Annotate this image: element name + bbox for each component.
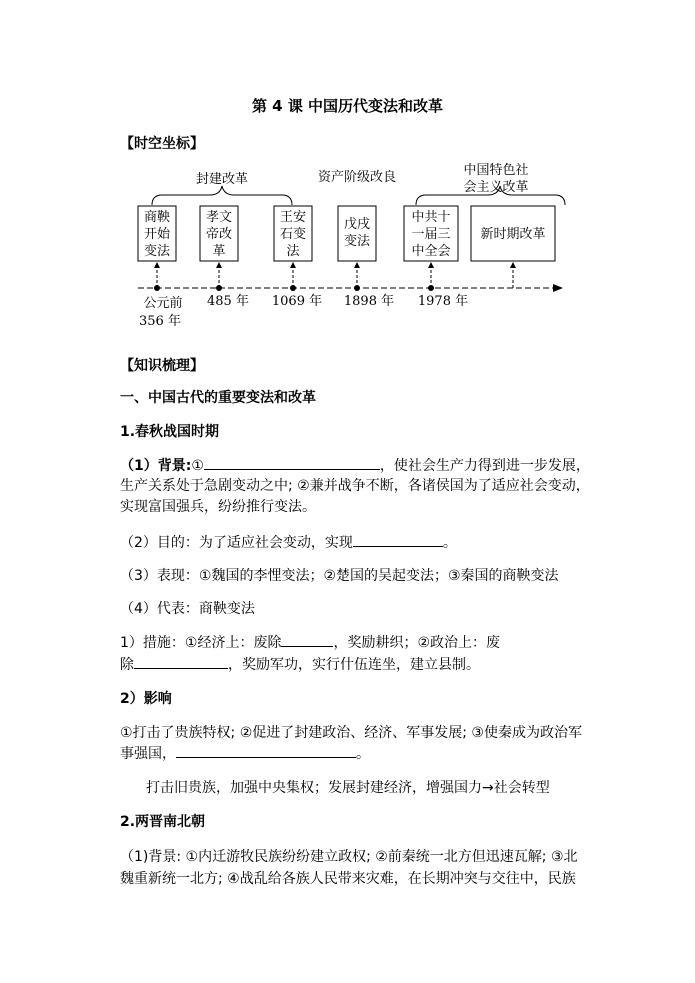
p5-text-a: 1）措施：①经济上：废除 bbox=[120, 635, 282, 651]
section-ancient-reforms: 一、中国古代的重要变法和改革 bbox=[120, 390, 316, 406]
box-shangyang-l1: 商鞅 bbox=[143, 210, 171, 225]
p7-text: 事强国， bbox=[120, 746, 176, 762]
p1-text: ，使社会生产力得到进一步发展， bbox=[379, 458, 590, 474]
knowledge-header: 【知识梳理】 bbox=[120, 358, 204, 374]
p1-line3: 实现富国强兵，纷纷推行变法。 bbox=[120, 499, 316, 515]
p5-text-d: ，奖励军功，实行什伍连坐，建立县制。 bbox=[228, 657, 480, 673]
p5-line1 bbox=[120, 631, 500, 655]
blank-purpose[interactable] bbox=[353, 531, 443, 547]
box-wanganshi-l3: 法 bbox=[286, 244, 300, 259]
p5-text-c: 除 bbox=[120, 657, 134, 673]
box-xiaowen-l3: 革 bbox=[212, 244, 226, 259]
p3-line: （3）表现：①魏国的李悝变法；②楚国的吴起变法；③秦国的商鞅变法 bbox=[120, 568, 559, 584]
p1-label: （1）背景: bbox=[120, 458, 192, 474]
p2-end: 。 bbox=[442, 535, 457, 551]
timeline-header: 【时空坐标】 bbox=[120, 136, 204, 152]
p9-line2: 魏重新统一北方; ④战乱给各族人民带来灾难，在长期冲突与交往中，民族 bbox=[120, 871, 576, 887]
p7-line1: ①打击了贵族特权; ②促进了封建政治、经济、军事发展; ③使秦成为政治军 bbox=[120, 725, 582, 741]
box-xiaowen-l1: 孝文 bbox=[205, 210, 233, 225]
blank-impact[interactable] bbox=[176, 742, 356, 758]
box-wuxu-l2: 变法 bbox=[343, 234, 371, 249]
blank-economic[interactable] bbox=[281, 631, 333, 647]
p1-line2: 生产关系处于急剧变动之中; ②兼并战争不断，各诸侯国为了适应社会变动， bbox=[120, 478, 590, 494]
year-485: 485 年 bbox=[207, 294, 249, 309]
box-plenum-l3: 中全会 bbox=[411, 244, 451, 259]
year-1069: 1069 年 bbox=[271, 294, 323, 309]
p2-text: （2）目的：为了适应社会变动，实现 bbox=[120, 535, 353, 551]
p4-line: （4）代表：商鞅变法 bbox=[120, 601, 255, 617]
year-1898: 1898 年 bbox=[343, 294, 395, 309]
timeline-diagram bbox=[0, 0, 695, 340]
box-shangyang-l3: 变法 bbox=[143, 244, 171, 259]
blank-background[interactable] bbox=[204, 454, 380, 470]
box-xiaowen-l2: 帝改 bbox=[205, 227, 233, 242]
group-label-socialist-2: 会主义改革 bbox=[463, 180, 529, 195]
box-plenum-l2: 一届三 bbox=[411, 227, 451, 242]
blank-political[interactable] bbox=[134, 653, 228, 669]
group-label-feudal: 封建改革 bbox=[195, 172, 249, 187]
p7-end: 。 bbox=[356, 746, 370, 762]
year-bc356-l1: 公元前 bbox=[143, 296, 183, 311]
box-new-era-l1: 新时期改革 bbox=[480, 227, 546, 242]
box-wanganshi-l2: 石变 bbox=[279, 227, 307, 242]
group-label-socialist-1: 中国特色社 bbox=[463, 163, 529, 178]
box-wuxu-l1: 戊戌 bbox=[343, 217, 371, 232]
p2-line bbox=[120, 531, 457, 555]
bracket-feudal bbox=[152, 186, 292, 205]
p5-line2 bbox=[120, 653, 480, 677]
page-title: 第 4 课 中国历代变法和改革 bbox=[251, 97, 444, 115]
p5-text-b: ，奖励耕织；②政治上：废 bbox=[333, 635, 501, 651]
p1-num: ① bbox=[191, 458, 204, 474]
group-label-bourgeois: 资产阶级改良 bbox=[317, 170, 397, 185]
p9-line1: （1)背景: ①内迁游牧民族纷纷建立政权; ②前秦统一北方但迅速瓦解; ③北 bbox=[120, 849, 578, 865]
p8-line: 打击旧贵族，加强中央集权；发展封建经济，增强国力→社会转型 bbox=[146, 780, 550, 796]
subsection-jin-dynasties: 2.两晋南北朝 bbox=[120, 814, 206, 830]
box-plenum-l1: 中共十 bbox=[411, 210, 451, 225]
year-1978: 1978 年 bbox=[417, 294, 469, 309]
p7-line2 bbox=[120, 742, 370, 766]
box-shangyang-l2: 开始 bbox=[143, 227, 171, 242]
subsection-spring-autumn: 1.春秋战国时期 bbox=[120, 424, 220, 440]
year-bc356-l2: 356 年 bbox=[139, 314, 181, 329]
p6-line: 2）影响 bbox=[120, 691, 172, 707]
box-wanganshi-l1: 王安 bbox=[279, 210, 307, 225]
axis-arrow bbox=[553, 284, 563, 292]
